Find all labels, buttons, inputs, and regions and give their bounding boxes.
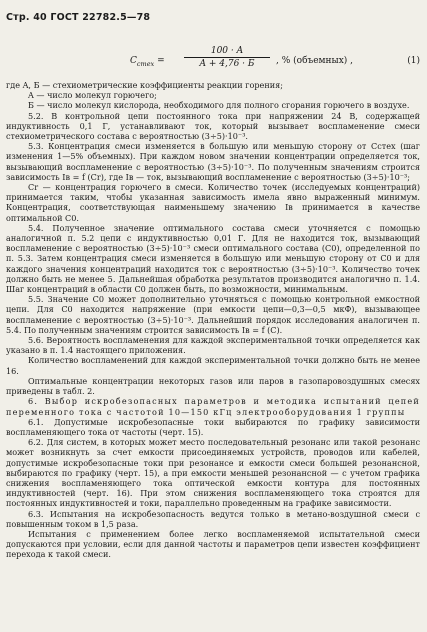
formula-numerator: 100 · A <box>184 46 270 58</box>
paragraph: 6.2. Для систем, в которых может место последовательный резонанс или такой резонанс может возникнуть за счет емкости присоединяемых устройств, проводов или кабелей, допустимые искробезопасные токи при резонансе и емкости смеси большей резонансной, выбираются по графику (черт. 15), а при емкости меньшей резонансной — с учетом графика снижения воспламеняющего тока оптической емкости контура для постоянных индуктивностей (черт. 16). При этом снижения воспламеняющего тока строятся для постоянных индуктивностей и токи, параллельно проведенным на графике зависимости. <box>6 437 420 509</box>
paragraph: 5.2. В контрольной цепи постоянного тока при напряжении 24 В, содержащей индуктивность 0,1 Г, устанавливают ток, который вызывает воспламенение смеси стехиометрического состава с вероятностью (3÷5)·10⁻³. <box>6 110 420 142</box>
body-text <box>6 80 420 626</box>
paragraph: 6.1. Допустимые искробезопасные токи выбираются по графику зависимости воспламеняющего тока от частоты (черт. 15). <box>6 416 420 437</box>
paragraph: 6.3. Испытания на искробезопасность ведутся только в метано-воздушной смеси с повышенным током в 1,5 раза. <box>6 508 420 529</box>
formula-fraction <box>184 46 270 69</box>
section-heading: 6. Выбор искробезопасных параметров и методика испытаний цепей переменного тока с частотой 10—150 кГц электрооборудования 1 группы <box>6 396 420 417</box>
paragraph: 5.5. Значение C0 может дополнительно уточняться с помощью контрольной емкостной цепи. Для C0 находится напряжение (при емкости цепи—0,3—0,5 мкФ), вызывающее воспламенение с вероятностью (3÷5)·10⁻³. Дальнейший порядок исследования аналогичен п. 5.4. По полученным значениям строится зависимость Iв = f (C). <box>6 294 420 335</box>
page-header: Стр. 40 ГОСТ 22782.5—78 <box>6 12 151 23</box>
paragraph: 5.3. Концентрация смеси изменяется в большую или меньшую сторону от Cстех (шаг изменения 1—5% объемных). При каждом новом значении концентрации определяется ток, вызывающий воспламенение с вероятностью (3÷5)·10⁻³. По полученным значениям строится зависимость Iв = f (Cr), где Iв — ток, вызывающий воспламенение с вероятностью (3÷5)·10⁻³; <box>6 141 420 182</box>
formula-1 <box>130 44 420 78</box>
paragraph: Cr — концентрация горючего в смеси. Количество точек (исследуемых концентраций) принимается таким, чтобы указанная зависимость имела явно выраженный минимум. Концентрация, соответствующая наименьшему значению Iв принимается в качестве оптимальной C0. <box>6 182 420 223</box>
paragraph: Оптимальные концентрации некоторых газов или паров в газопаровоздушных смесях приведены в табл. 2. <box>6 375 420 397</box>
paragraph: Б — число молекул кислорода, необходимого для полного сгорания горючего в воздухе. <box>28 100 410 111</box>
formula-units: , % (объемных) , <box>276 56 354 66</box>
paragraph: где A, Б — стехиометрические коэффициенты реакции горения; <box>6 80 283 90</box>
formula-denominator: A + 4,76 · Б <box>199 59 255 69</box>
formula-lhs: $C_{стех}$ = <box>130 56 165 68</box>
paragraph: 5.6. Вероятность воспламенения для каждой экспериментальной точки определяется как указано в п. 1.4 настоящего приложения. <box>6 335 420 356</box>
paragraph: Количество воспламенений для каждой экспериментальной точки должно быть не менее 16. <box>6 355 420 376</box>
paragraph: Испытания с применением более легко воспламеняемой испытательной смеси допускаются при условии, если для данной частоты и параметров цепи известен коэффициент перехода к такой смеси. <box>6 528 420 560</box>
formula-number: (1) <box>407 56 420 66</box>
paragraph: 5.4. Полученное значение оптимального состава смеси уточняется с помощью аналогичной п. 5.2 цепи с индуктивностью 0,01 Г. Для не находится ток, вызывающий воспламенение с вероятностью (3÷5)·10⁻³ смеси оптимального состава (C0), определенной по п. 5.3. Затем концентрация смеси изменяется в большую или меньшую сторону от C0 и для каждого значения концентраций находится ток с вероятностью (3÷5)·10⁻³. Количество точек должно быть не менее 5. Дальнейшая обработка результатов производится аналогично п. 1.4. Шаг концентраций в области C0 должен быть, по возможности, минимальным. <box>6 222 420 295</box>
paragraph: A — число молекул горючего; <box>28 90 157 101</box>
